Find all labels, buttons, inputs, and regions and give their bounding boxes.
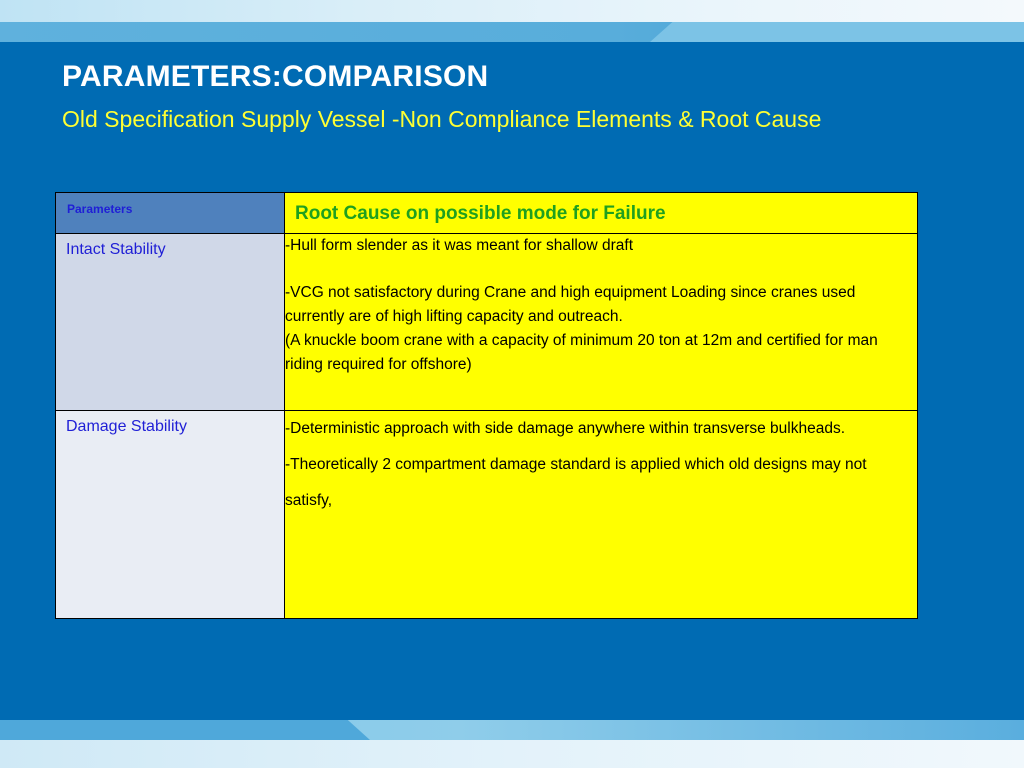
header-cell-parameters [56,193,285,234]
top-decorative-wedge [650,22,1024,42]
cause-text: (A knuckle boom crane with a capacity of minimum 20 ton at 12m and certified for man riding required for offshore) [285,332,878,373]
parameter-label: Intact Stability [66,241,166,258]
table-header-row [56,193,918,234]
header-root-cause-label: Root Cause on possible mode for Failure [295,203,666,224]
root-cause-cell [285,411,918,619]
cause-text: -VCG not satisfactory during Crane and high equipment Loading since cranes used currently are of high lifting capacity and outreach. [285,284,856,325]
comparison-table [55,192,918,619]
bottom-decorative-wedge [0,720,370,740]
parameter-cell [56,411,285,619]
parameter-label: Damage Stability [66,418,187,435]
header-parameters-label: Parameters [67,202,133,216]
parameter-cell [56,234,285,411]
header-cell-root-cause [285,193,918,234]
cause-text: -Deterministic approach with side damage anywhere within transverse bulkheads. [285,420,845,437]
cause-text: -Hull form slender as it was meant for shallow draft [285,237,634,254]
slide-subtitle: Old Specification Supply Vessel -Non Compliance Elements & Root Cause [62,106,822,132]
cause-text: -Theoretically 2 compartment damage standard is applied which old designs may not satisfy, [285,456,867,509]
root-cause-cell [285,234,918,411]
slide-title: PARAMETERS:COMPARISON [62,60,489,93]
table-row [56,411,918,619]
table-row [56,234,918,411]
